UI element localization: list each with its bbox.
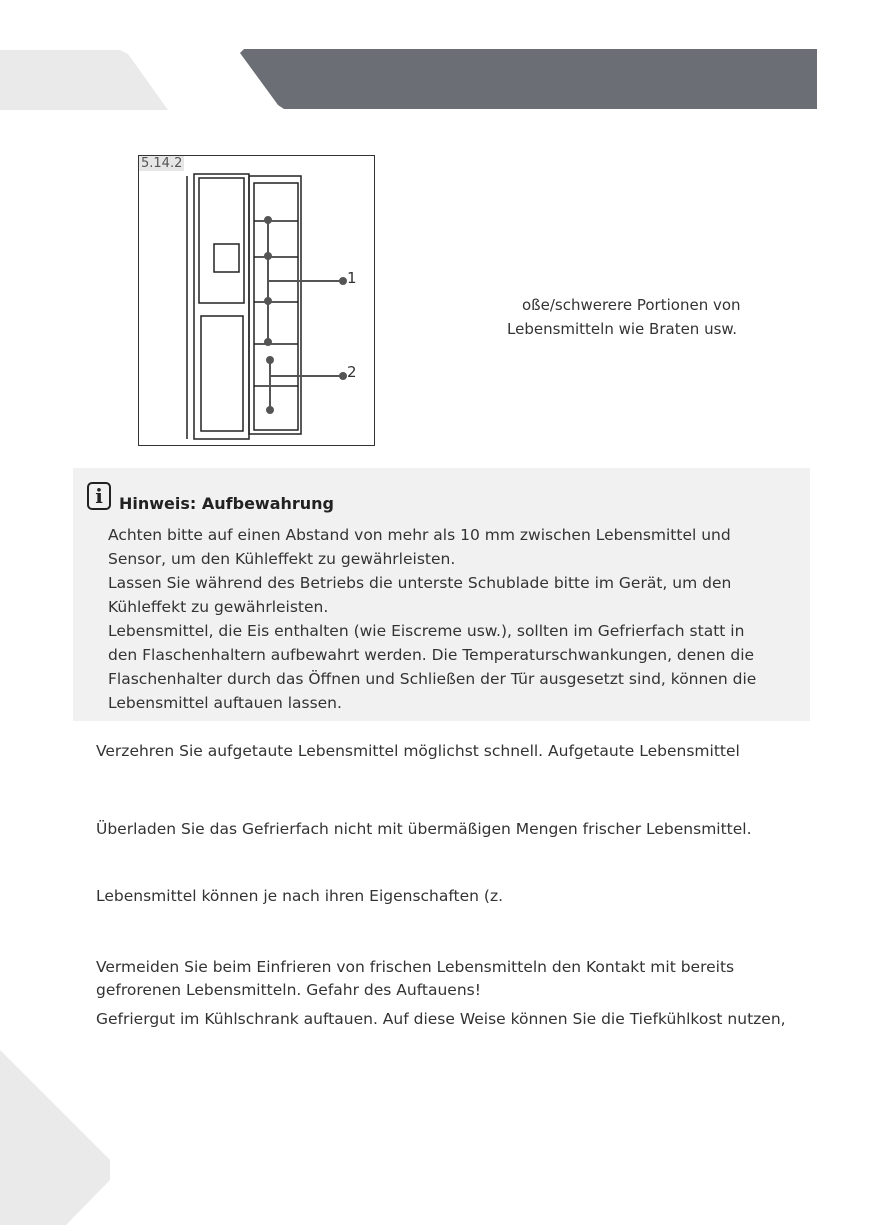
paragraph: gefrorenen Lebensmitteln. Gefahr des Auftauens!: [96, 981, 481, 999]
header-right-band: [240, 49, 817, 109]
fridge-drawing: [139, 156, 376, 447]
header-left-band: [0, 50, 170, 110]
note-line: Lebensmittel, die Eis enthalten (wie Eiscreme usw.), sollten im Gefrierfach statt in: [108, 622, 745, 640]
note-title: Hinweis: Aufbewahrung: [119, 494, 335, 513]
callout-2: 2: [347, 363, 357, 381]
paragraph: Verzehren Sie aufgetaute Lebensmittel möglichst schnell. Aufgetaute Lebensmittel: [96, 742, 740, 760]
note-line: Achten bitte auf einen Abstand von mehr als 10 mm zwischen Lebensmittel und: [108, 526, 731, 544]
note-body: [108, 523, 808, 715]
side-text-2: Lebensmitteln wie Braten usw.: [507, 320, 738, 338]
storage-note: [73, 468, 810, 721]
paragraph: Lebensmittel können je nach ihren Eigenschaften (z.: [96, 887, 504, 905]
note-line: Sensor, um den Kühleffekt zu gewährleisten.: [108, 550, 456, 568]
note-line: Flaschenhalter durch das Öffnen und Schließen der Tür ausgesetzt sind, können die: [108, 670, 757, 688]
corner-decoration: [0, 1050, 110, 1225]
paragraph: Gefriergut im Kühlschrank auftauen. Auf diese Weise können Sie die Tiefkühlkost nutzen,: [96, 1010, 786, 1028]
paragraph: Vermeiden Sie beim Einfrieren von frischen Lebensmitteln den Kontakt mit bereits: [96, 958, 735, 976]
info-icon: i: [87, 482, 111, 510]
callout-1: 1: [347, 269, 357, 287]
side-text-1: oße/schwerere Portionen von: [522, 296, 741, 314]
note-line: Kühleffekt zu gewährleisten.: [108, 598, 329, 616]
fridge-figure: [138, 155, 375, 446]
figure-label: 5.14.2: [141, 156, 183, 171]
paragraph: Überladen Sie das Gefrierfach nicht mit übermäßigen Mengen frischer Lebensmittel.: [96, 820, 752, 838]
note-line: Lassen Sie während des Betriebs die unterste Schublade bitte im Gerät, um den: [108, 574, 732, 592]
note-line: Lebensmittel auftauen lassen.: [108, 694, 342, 712]
note-line: den Flaschenhaltern aufbewahrt werden. Die Temperaturschwankungen, denen die: [108, 646, 755, 664]
